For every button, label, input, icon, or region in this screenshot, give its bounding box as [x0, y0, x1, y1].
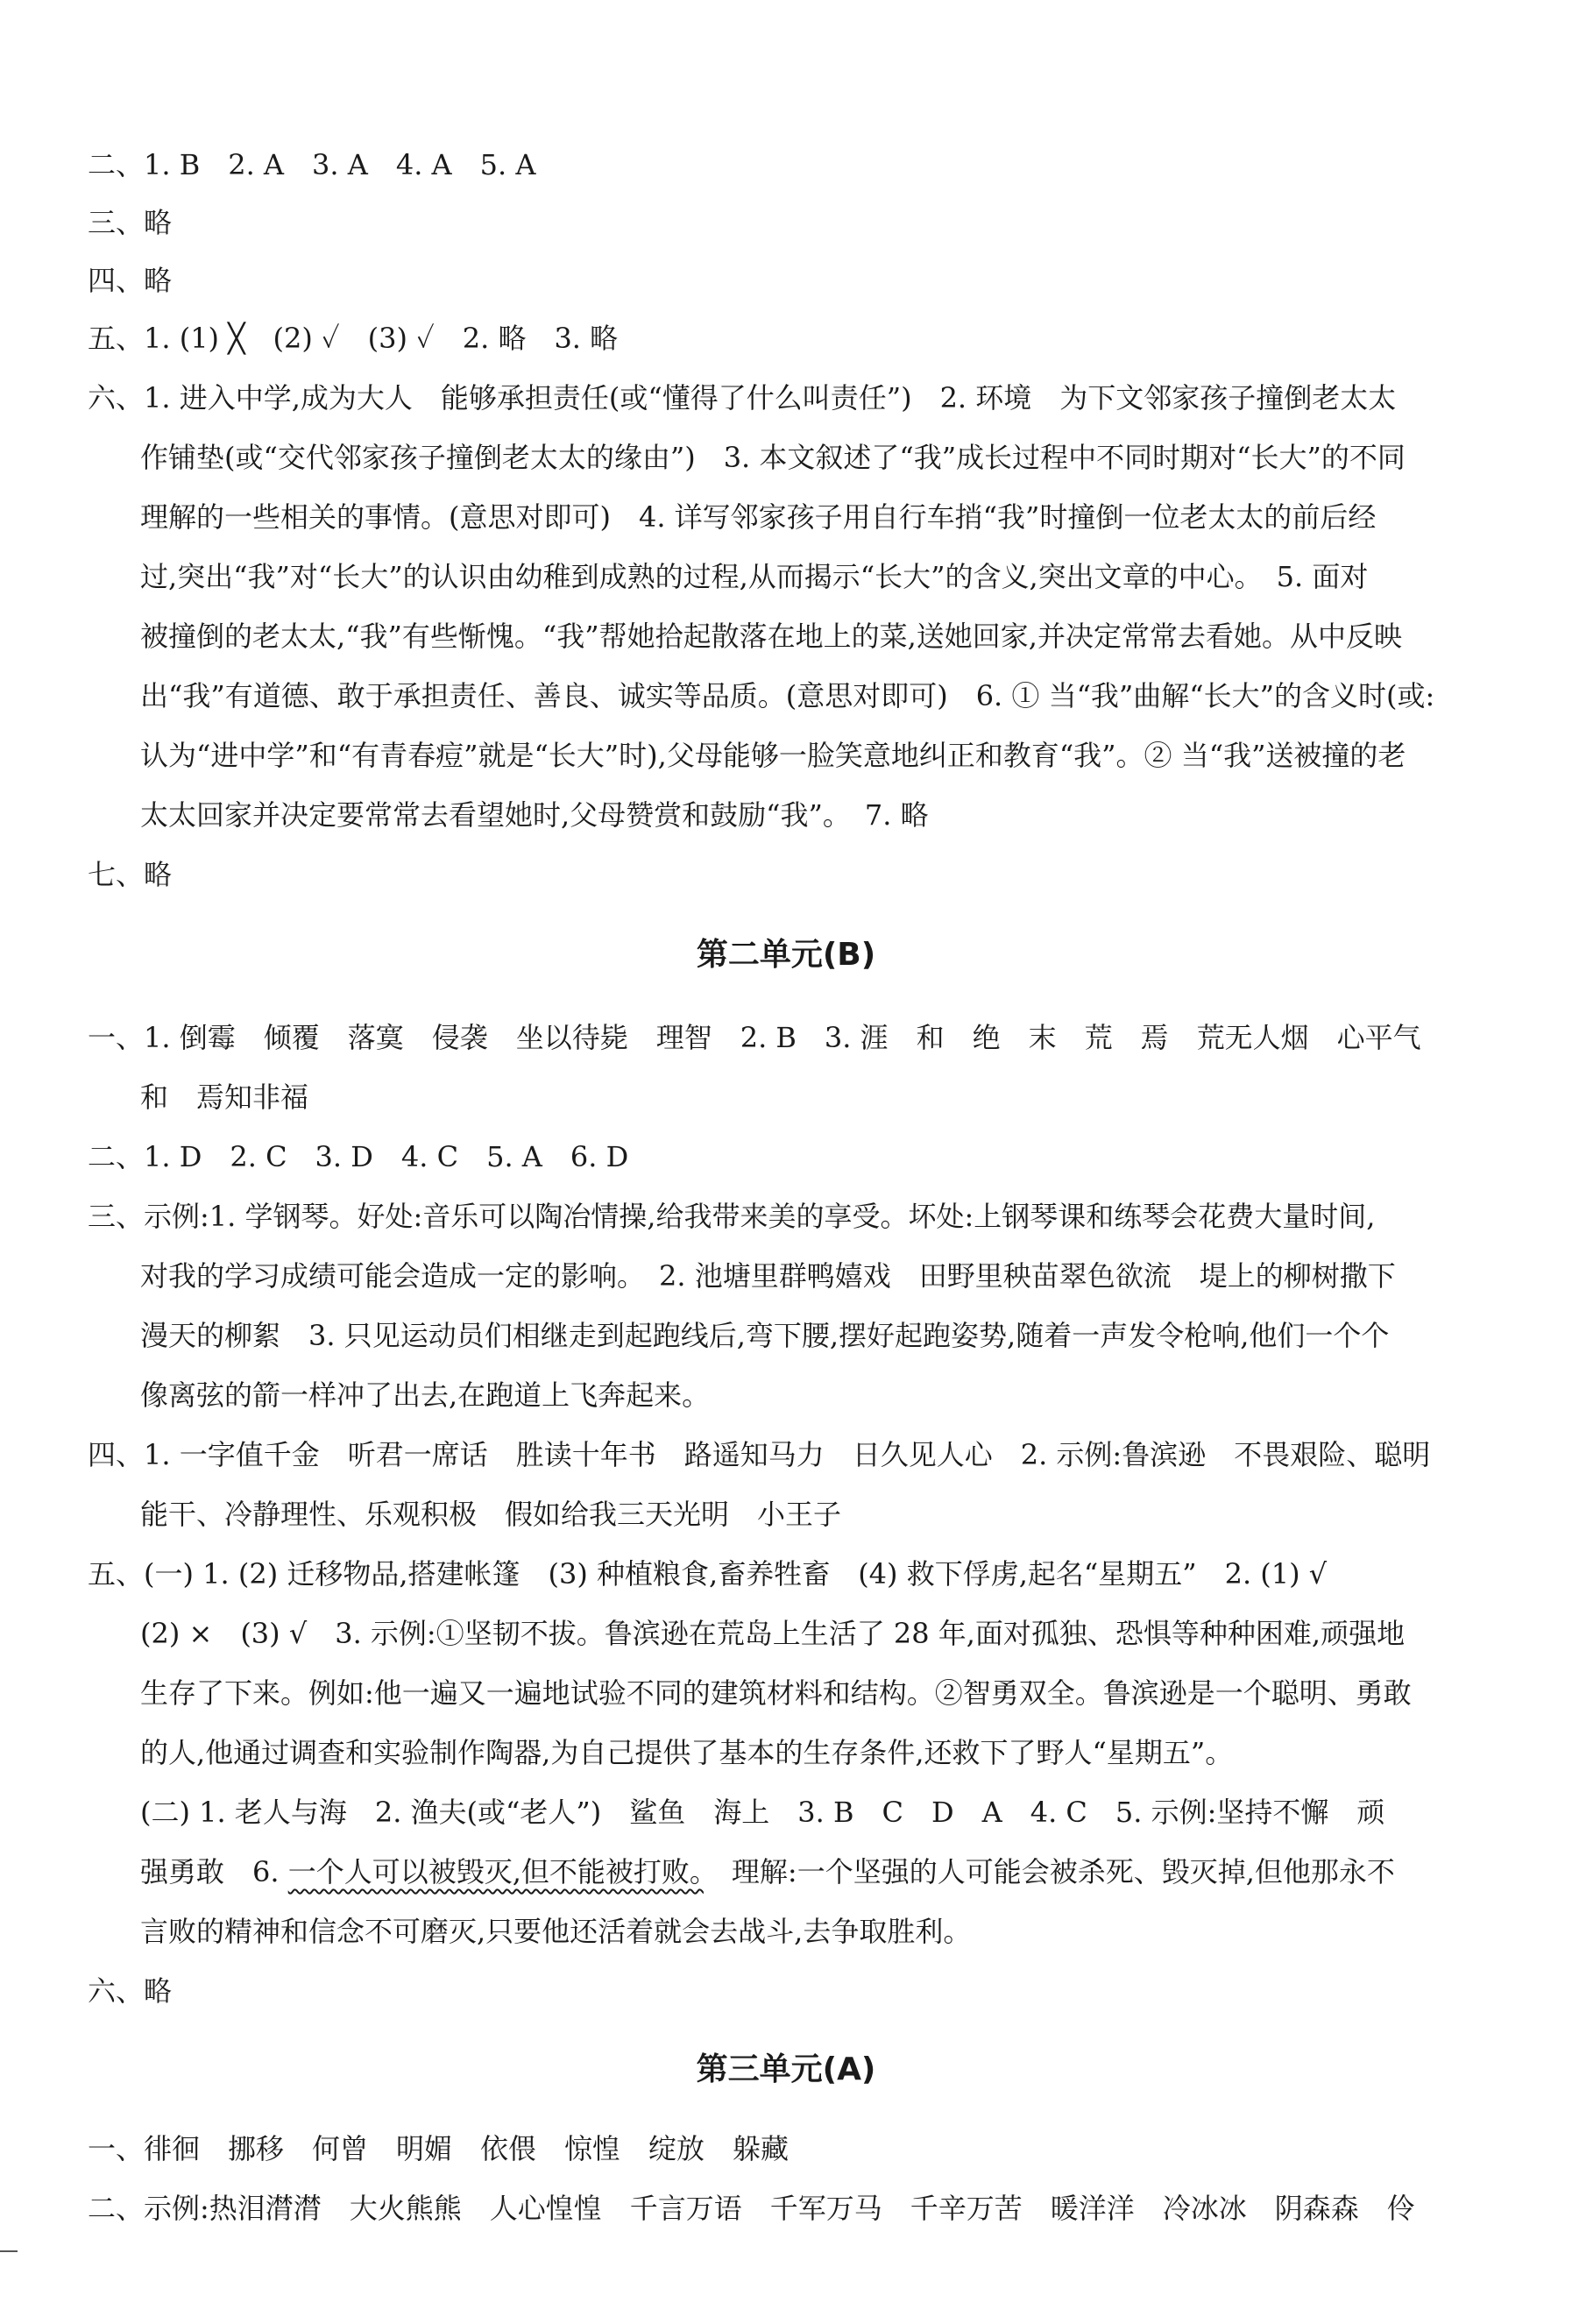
unit1-section6-line: 出“我”有道德、敢于承担责任、善良、诚实等品质。(意思对即可) 6. ① 当“我”曲解“长大”的含义时(或:	[140, 679, 1435, 712]
wavy-underlined-quote: 一个人可以被毁灭,但不能被打败。	[287, 1855, 704, 1888]
unit3a-section1-answers: 一、徘徊 挪移 何曾 明媚 依偎 惊惶 绽放 躲藏	[88, 2132, 790, 2165]
unit3a-section2-answers: 二、示例:热泪潸潸 大火熊熊 人心惶惶 千言万语 千军万马 千辛万苦 暖洋洋 冷冰冰 阴森森 伶	[88, 2192, 1415, 2225]
unit3a-title: 第三单元(A)	[696, 2051, 876, 2087]
unit2b-section3-line: 三、示例:1. 学钢琴。好处:音乐可以陶冶情操,给我带来美的享受。坏处:上钢琴课和练琴会花费大量时间,	[88, 1200, 1376, 1233]
unit2b-section3-line: 漫天的柳絮 3. 只见运动员们相继走到起跑线后,弯下腰,摆好起跑姿势,随着一声发令枪响,他们一个个	[140, 1319, 1390, 1352]
unit1-section3-answers: 三、略	[88, 206, 173, 239]
unit2b-section5-part1-line: 的人,他通过调查和实验制作陶器,为自己提供了基本的生存条件,还救下了野人“星期五”。	[140, 1736, 1234, 1769]
unit2b-section5-part1-line: (2) × (3) √ 3. 示例:①坚韧不拔。鲁滨逊在荒岛上生活了 28 年,面对孤独、恐惧等种种困难,顽强地	[140, 1617, 1406, 1650]
unit1-section6-line: 六、1. 进入中学,成为大人 能够承担责任(或“懂得了什么叫责任”) 2. 环境 为下文邻家孩子撞倒老太太	[88, 381, 1397, 414]
unit1-section4-answers: 四、略	[88, 264, 173, 297]
unit2b-section5-part1-line: 生存了下来。例如:他一遍又一遍地试验不同的建筑材料和结构。②智勇双全。鲁滨逊是一个聪明、勇敢	[140, 1676, 1412, 1710]
answer-text: 强勇敢 6.	[140, 1855, 288, 1888]
unit2b-section4-line: 四、1. 一字值千金 听君一席话 胜读十年书 路遥知马力 日久见人心 2. 示例:鲁滨逊 不畏艰险、聪明	[88, 1438, 1431, 1471]
unit2b-section5-part2-line: 言败的精神和信念不可磨灭,只要他还活着就会去战斗,去争取胜利。	[140, 1915, 972, 1948]
unit2b-section6-answers: 六、略	[88, 1974, 173, 2008]
unit2b-section1-line: 和 焉知非福	[140, 1081, 309, 1114]
unit2b-title: 第二单元(B)	[696, 937, 876, 973]
unit1-section6-line: 过,突出“我”对“长大”的认识由幼稚到成熟的过程,从而揭示“长大”的含义,突出文章的中心。 5. 面对	[140, 560, 1369, 593]
unit2b-section3-line: 像离弦的箭一样冲了出去,在跑道上飞奔起来。	[140, 1378, 711, 1412]
unit1-section2-answers: 二、1. B 2. A 3. A 4. A 5. A	[88, 148, 536, 181]
unit1-section6-line: 作铺垫(或“交代邻家孩子撞倒老太太的缘由”) 3. 本文叙述了“我”成长过程中不同时期对“长大”的不同	[140, 441, 1406, 474]
unit2b-section3-line: 对我的学习成绩可能会造成一定的影响。 2. 池塘里群鸭嬉戏 田野里秧苗翠色欲流 堤上的柳树撒下	[140, 1259, 1396, 1293]
unit1-section6-line: 理解的一些相关的事情。(意思对即可) 4. 详写邻家孩子用自行车捎“我”时撞倒一位老太太的前后经	[140, 500, 1377, 534]
unit2b-section4-line: 能干、冷静理性、乐观积极 假如给我三天光明 小王子	[140, 1498, 842, 1531]
unit1-section7-answers: 七、略	[88, 858, 173, 891]
unit2b-section5-part2-line	[140, 1853, 1395, 1891]
corner-mark	[0, 2250, 18, 2252]
unit1-section6-line: 太太回家并决定要常常去看望她时,父母赞赏和鼓励“我”。 7. 略	[140, 798, 929, 832]
unit1-section6-line: 被撞倒的老太太,“我”有些惭愧。“我”帮她拾起散落在地上的菜,送她回家,并决定常常去看她。从中反映	[140, 620, 1402, 653]
unit2b-section1-line: 一、1. 倒霉 倾覆 落寞 侵袭 坐以待毙 理智 2. B 3. 涯 和 绝 末 荒 焉 荒无人烟 心平气	[88, 1021, 1421, 1054]
unit2b-section5-part2-line: (二) 1. 老人与海 2. 渔夫(或“老人”) 鲨鱼 海上 3. B C D A 4. C 5. 示例:坚持不懈 顽	[140, 1796, 1385, 1829]
unit1-section5-answers: 五、1. (1) ╳ (2) ✓ (3) ✓ 2. 略 3. 略	[88, 322, 619, 355]
answer-text: 理解:一个坚强的人可能会被杀死、毁灭掉,但他那永不	[703, 1855, 1395, 1888]
unit2b-section2-answers: 二、1. D 2. C 3. D 4. C 5. A 6. D	[88, 1140, 629, 1173]
unit1-section6-line: 认为“进中学”和“有青春痘”就是“长大”时),父母能够一脸笑意地纠正和教育“我”。② 当“我”送被撞的老	[140, 739, 1406, 772]
unit2b-section5-part1-line: 五、(一) 1. (2) 迁移物品,搭建帐篷 (3) 种植粮食,畜养牲畜 (4) 救下俘虏,起名“星期五” 2. (1) √	[88, 1557, 1328, 1591]
